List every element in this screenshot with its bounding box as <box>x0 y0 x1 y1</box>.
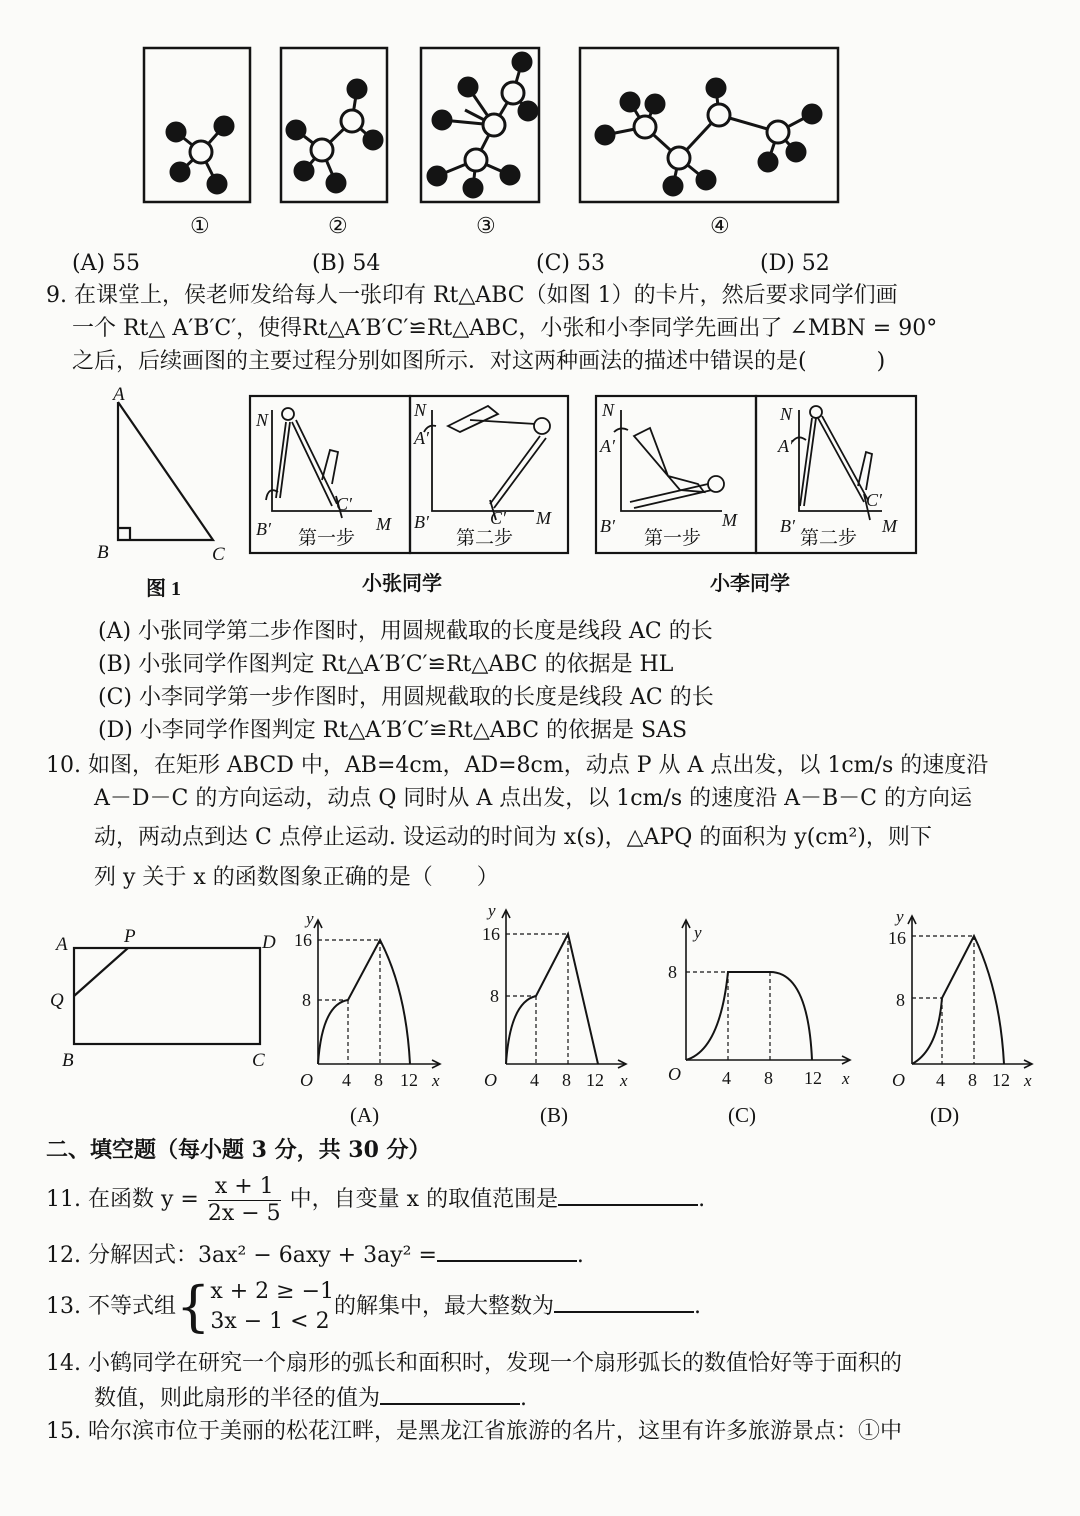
gc-8x: 8 <box>764 1068 773 1088</box>
q8-option-b[interactable]: (B) 54 <box>312 251 381 276</box>
q10-figures <box>0 900 1080 1140</box>
molecule-1 <box>167 117 233 193</box>
q14-line-1: 14. 小鹤同学在研究一个扇形的弧长和面积时，发现一个扇形弧长的数值恰好等于面积的 <box>46 1351 902 1376</box>
q8-label-3: ③ <box>476 213 496 238</box>
q12-end: . <box>576 1243 584 1268</box>
li1-step: 第一步 <box>644 528 702 549</box>
gd-8: 8 <box>896 990 905 1010</box>
graph-a-label: (A) <box>350 1103 380 1127</box>
li2-step: 第二步 <box>800 528 858 549</box>
q11-numerator: x + 1 <box>208 1174 281 1201</box>
q8-figures <box>0 0 1080 250</box>
fig1-label-b: B <box>97 542 109 563</box>
q13-ineq-1: x + 2 ≥ −1 <box>210 1279 335 1304</box>
q8-label-4: ④ <box>710 213 730 238</box>
graph-d <box>908 916 1032 1068</box>
q11 <box>46 1170 705 1230</box>
rect-c: C <box>252 1050 265 1071</box>
q13-end: . <box>694 1294 702 1319</box>
q14-line-2 <box>94 1381 527 1415</box>
q13-post: 的解集中，最大整数为 <box>334 1294 555 1319</box>
q11-pre: 11. 在函数 y = <box>46 1187 199 1212</box>
graph-c <box>682 920 850 1064</box>
ga-4: 4 <box>342 1070 351 1090</box>
ga-12: 12 <box>400 1070 418 1090</box>
ga-y: y <box>306 909 314 928</box>
q14-line-2-text: 数值，则此扇形的半径的值为 <box>94 1386 381 1411</box>
gd-8x: 8 <box>968 1070 977 1090</box>
q9-line-2: 一个 Rt△ A′B′C′，使得Rt△A′B′C′≌Rt△ABC，小张和小李同学先画出了 ∠MBN = 90° <box>72 316 938 341</box>
gb-12: 12 <box>586 1070 604 1090</box>
gd-12: 12 <box>992 1070 1010 1090</box>
q11-end: . <box>698 1187 706 1212</box>
q13 <box>46 1277 701 1337</box>
zhang1-m: M <box>376 514 391 534</box>
gc-8: 8 <box>668 962 677 982</box>
fig1-caption: 图 1 <box>146 578 181 600</box>
q9-option-c[interactable]: (C) 小李同学第一步作图时，用圆规截取的长度是线段 AC 的长 <box>98 685 714 710</box>
q10-line-2: A－D－C 的方向运动，动点 Q 同时从 A 点出发，以 1cm/s 的速度沿 A－B－C 的方向运 <box>94 786 972 811</box>
li1-n: N <box>602 400 615 420</box>
q8-label-1: ① <box>190 213 210 238</box>
q9-line-3-text: 之后，后续画图的主要过程分别如图所示．对这两种画法的描述中错误的是( <box>72 349 807 374</box>
zhang2-a: A′ <box>414 428 429 448</box>
q14-answer-blank[interactable] <box>380 1381 520 1405</box>
graph-b-label: (B) <box>540 1103 568 1127</box>
q11-answer-blank[interactable] <box>558 1182 698 1206</box>
gd-x: x <box>1024 1071 1032 1090</box>
ga-16: 16 <box>294 930 312 950</box>
q9-line-3-end: ) <box>876 349 886 374</box>
q12 <box>46 1238 584 1272</box>
gc-12: 12 <box>804 1068 822 1088</box>
section-2-title: 二、填空题（每小题 3 分，共 30 分） <box>46 1137 431 1163</box>
rect-b: B <box>62 1050 74 1071</box>
li2-b: B′ <box>780 516 795 536</box>
gb-o: O <box>484 1070 497 1090</box>
q12-answer-blank[interactable] <box>437 1238 577 1262</box>
li2-m: M <box>882 516 897 536</box>
q11-denominator: 2x − 5 <box>207 1200 281 1226</box>
q9-option-a[interactable]: (A) 小张同学第二步作图时，用圆规截取的长度是线段 AC 的长 <box>98 619 713 644</box>
li-caption: 小李同学 <box>710 573 790 595</box>
gc-o: O <box>668 1064 681 1084</box>
li1-a: A′ <box>600 436 615 456</box>
zhang1-c: C′ <box>336 494 352 514</box>
molecule-4 <box>596 79 821 195</box>
q13-ineq-2: 3x − 1 < 2 <box>210 1309 330 1334</box>
q13-pre: 13. 不等式组 <box>46 1294 176 1319</box>
q15-line-1: 15. 哈尔滨市位于美丽的松花江畔，是黑龙江省旅游的名片，这里有许多旅游景点：①中 <box>46 1419 902 1444</box>
q10-line-3: 动，两动点到达 C 点停止运动. 设运动的时间为 x(s)，△APQ 的面积为 y(cm²)，则下 <box>94 825 932 850</box>
rect-a: A <box>56 934 68 955</box>
zhang2-m: M <box>536 508 551 528</box>
graph-c-label: (C) <box>728 1103 756 1127</box>
q9-line-3 <box>72 346 885 378</box>
q10-line-4: 列 y 关于 x 的函数图象正确的是（ ） <box>94 865 499 890</box>
q8-option-a[interactable]: (A) 55 <box>72 251 141 276</box>
gb-8x: 8 <box>562 1070 571 1090</box>
li1-b: B′ <box>600 516 615 536</box>
gb-x: x <box>620 1071 628 1090</box>
graph-b <box>502 910 626 1068</box>
rect-q: Q <box>50 990 64 1011</box>
fig1-label-a: A <box>113 384 125 405</box>
zhang2-b: B′ <box>414 512 429 532</box>
ga-8: 8 <box>302 990 311 1010</box>
q8-label-2: ② <box>328 213 348 238</box>
molecule-2 <box>287 80 382 192</box>
q12-text: 12. 分解因式：3ax² − 6axy + 3ay² = <box>46 1243 437 1268</box>
rect-d: D <box>262 932 276 953</box>
gc-x: x <box>842 1069 850 1088</box>
rect-p: P <box>124 926 136 947</box>
gb-8: 8 <box>490 986 499 1006</box>
zhang1-n: N <box>256 410 269 430</box>
q13-brace: { <box>175 1275 211 1338</box>
zhang2-n: N <box>414 400 427 420</box>
q11-post: 中，自变量 x 的取值范围是 <box>289 1187 559 1212</box>
gb-y: y <box>488 901 496 920</box>
gd-4: 4 <box>936 1070 945 1090</box>
gc-y: y <box>694 923 702 942</box>
graph-a <box>314 920 440 1068</box>
gd-y: y <box>896 907 904 926</box>
ga-o: O <box>300 1070 313 1090</box>
q9-option-b[interactable]: (B) 小张同学作图判定 Rt△A′B′C′≌Rt△ABC 的依据是 HL <box>98 652 674 677</box>
q9-option-d[interactable]: (D) 小李同学作图判定 Rt△A′B′C′≌Rt△ABC 的依据是 SAS <box>98 718 688 743</box>
q9-figures <box>0 380 1080 610</box>
q9-line-1: 9. 在课堂上，侯老师发给每人一张印有 Rt△ABC（如图 1）的卡片，然后要求同学们画 <box>46 283 898 308</box>
graph-d-label: (D) <box>930 1103 960 1127</box>
zhang2-c: C′ <box>490 508 506 528</box>
zhang2-step: 第二步 <box>456 528 514 549</box>
fig1-label-c: C <box>212 544 225 565</box>
li1-m: M <box>722 510 737 530</box>
gd-16: 16 <box>888 928 906 948</box>
zhang1-step: 第一步 <box>298 528 356 549</box>
gb-4: 4 <box>530 1070 539 1090</box>
q14-end: . <box>520 1386 528 1411</box>
fig1-triangle <box>118 402 213 540</box>
gd-o: O <box>892 1070 905 1090</box>
molecule-3 <box>428 53 537 197</box>
li2-n: N <box>780 404 793 424</box>
q10-line-1: 10. 如图，在矩形 ABCD 中，AB=4cm，AD=8cm，动点 P 从 A 点出发，以 1cm/s 的速度沿 <box>46 753 989 778</box>
ga-8x: 8 <box>374 1070 383 1090</box>
ga-x: x <box>432 1071 440 1090</box>
q8-option-c[interactable]: (C) 53 <box>536 251 605 276</box>
gc-4: 4 <box>722 1068 731 1088</box>
q13-system <box>210 1277 334 1337</box>
li2-c: C′ <box>866 490 882 510</box>
zhang-caption: 小张同学 <box>362 573 442 595</box>
q8-option-d[interactable]: (D) 52 <box>760 251 830 276</box>
q13-answer-blank[interactable] <box>554 1289 694 1313</box>
zhang1-b: B′ <box>256 519 271 539</box>
li2-a: A′ <box>778 436 793 456</box>
q11-fraction <box>208 1174 281 1227</box>
gb-16: 16 <box>482 924 500 944</box>
